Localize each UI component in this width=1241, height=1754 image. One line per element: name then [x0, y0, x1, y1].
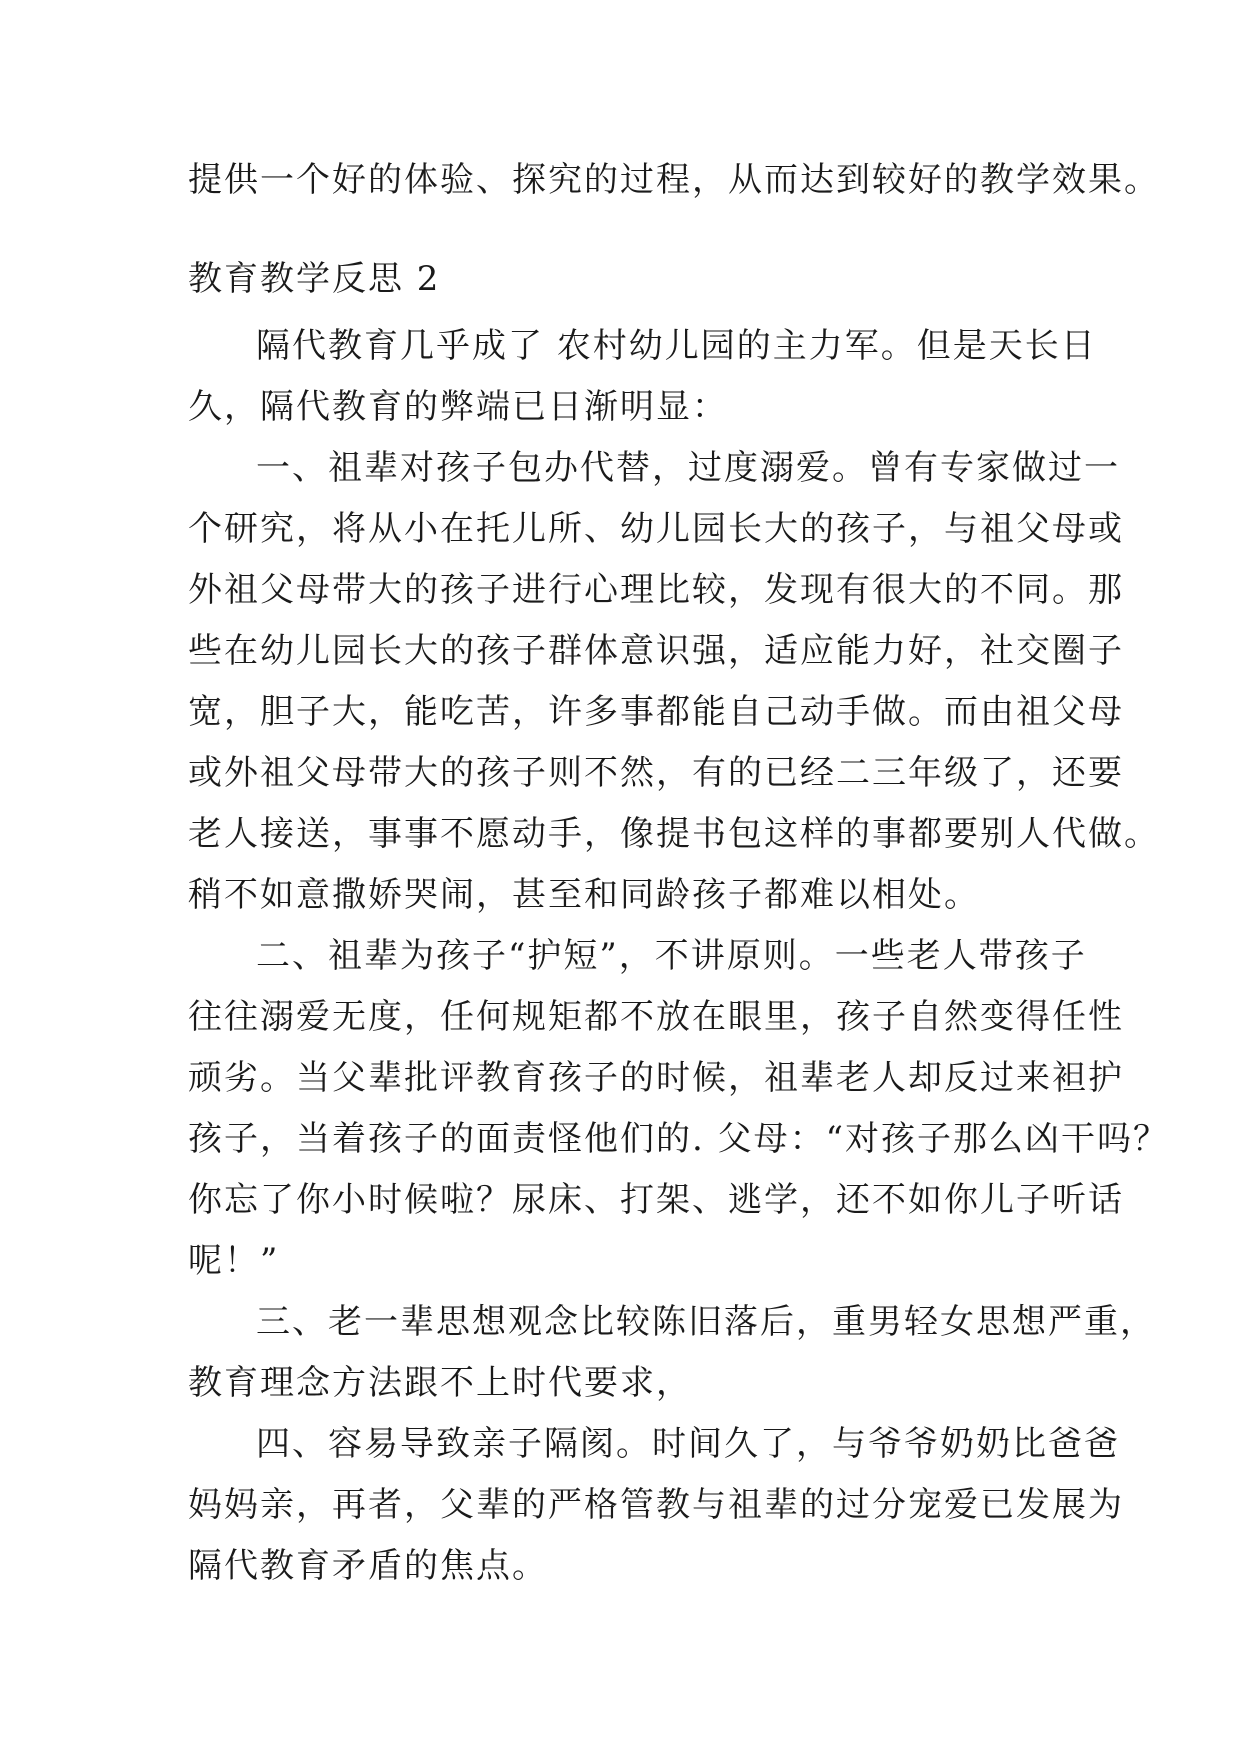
paragraph-line: 外祖父母带大的孩子进行心理比较，发现有很大的不同。那 — [188, 570, 1124, 610]
paragraph-line: 稍不如意撒娇哭闹，甚至和同龄孩子都难以相处。 — [188, 875, 980, 915]
paragraph-3 — [188, 926, 1169, 1292]
paragraph-line: 妈妈亲，再者，父辈的严格管教与祖辈的过分宠爱已发展为 — [188, 1485, 1124, 1525]
paragraph-line: 孩子，当着孩子的面责怪他们的. 父母：“对孩子那么凶干吗？ — [188, 1119, 1169, 1159]
paragraph-line: 隔代教育矛盾的焦点。 — [188, 1546, 548, 1586]
paragraph-line: 二、祖辈为孩子“护短”，不讲原则。一些老人带孩子 — [256, 936, 1087, 976]
paragraph-1 — [188, 316, 1097, 438]
paragraph-line: 教育理念方法跟不上时代要求， — [188, 1363, 692, 1403]
paragraph-line: 隔代教育几乎成了 农村幼儿园的主力军。但是天长日 — [256, 326, 1097, 366]
paragraph-line: 呢！” — [188, 1241, 280, 1281]
paragraph-line: 老人接送，事事不愿动手，像提书包这样的事都要别人代做。 — [188, 814, 1160, 854]
intro-line: 提供一个好的体验、探究的过程，从而达到较好的教学效果。 — [188, 160, 1160, 200]
document-page — [188, 150, 1169, 1597]
paragraph-line: 四、容易导致亲子隔阂。时间久了，与爷爷奶奶比爸爸 — [256, 1424, 1120, 1464]
paragraph-2 — [188, 438, 1160, 926]
section-heading: 教育教学反思 2 — [188, 259, 441, 299]
paragraph-line: 宽，胆子大，能吃苦，许多事都能自己动手做。而由祖父母 — [188, 692, 1124, 732]
paragraph-4 — [188, 1292, 1156, 1414]
paragraph-line: 一、祖辈对孩子包办代替，过度溺爱。曾有专家做过一 — [256, 448, 1120, 488]
paragraph-line: 往往溺爱无度，任何规矩都不放在眼里，孩子自然变得任性 — [188, 997, 1124, 1037]
paragraph-line: 你忘了你小时候啦？尿床、打架、逃学，还不如你儿子听话 — [188, 1180, 1124, 1220]
paragraph-line: 个研究，将从小在托儿所、幼儿园长大的孩子，与祖父母或 — [188, 509, 1124, 549]
paragraph-line: 三、老一辈思想观念比较陈旧落后，重男轻女思想严重， — [256, 1302, 1156, 1342]
paragraph-5 — [188, 1414, 1124, 1597]
paragraph-line: 顽劣。当父辈批评教育孩子的时候，祖辈老人却反过来袒护 — [188, 1058, 1124, 1098]
paragraph-line: 些在幼儿园长大的孩子群体意识强，适应能力好，社交圈子 — [188, 631, 1124, 671]
paragraph-line: 或外祖父母带大的孩子则不然，有的已经二三年级了，还要 — [188, 753, 1124, 793]
paragraph-line: 久，隔代教育的弊端已日渐明显： — [188, 387, 728, 427]
